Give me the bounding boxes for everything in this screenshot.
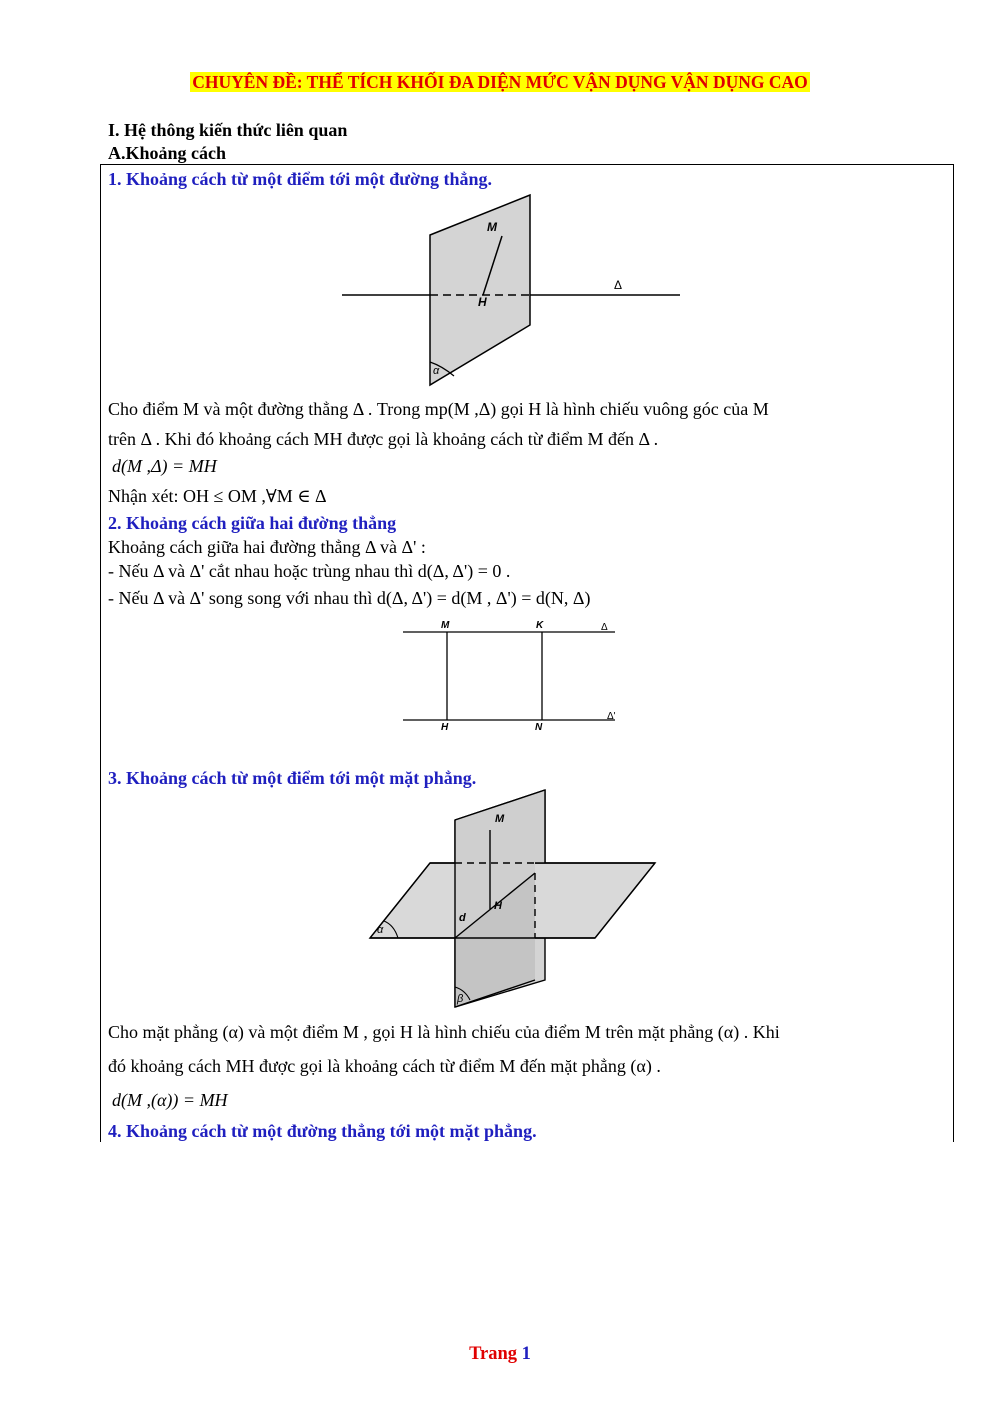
section-2-case-2: - Nếu Δ và Δ' song song với nhau thì d(Δ, Δ') = d(M , Δ') = d(N, Δ): [108, 588, 591, 608]
section-3-title: 3. Khoảng cách từ một điểm tới một mặt phẳng.: [108, 768, 477, 788]
label-alpha: α: [377, 924, 384, 936]
section-3-line-1: Cho mặt phẳng (α) và một điểm M , gọi H là hình chiếu của điểm M trên mặt phẳng (α) . Khi: [108, 1022, 780, 1042]
subpart-heading: A.Khoảng cách: [108, 143, 227, 163]
section-1-remark: Nhận xét: OH ≤ OM ,∀M ∈ Δ: [108, 486, 327, 506]
label-alpha: α: [433, 365, 440, 377]
label-H: H: [478, 295, 487, 309]
label-delta: Δ: [601, 622, 608, 633]
label-delta: Δ: [614, 278, 623, 292]
section-4-title: 4. Khoảng cách từ một đường thẳng tới một mặt phẳng.: [108, 1121, 537, 1141]
label-M: M: [441, 620, 450, 631]
section-1-line-2: trên Δ . Khi đó khoảng cách MH được gọi là khoảng cách từ điểm M đến Δ .: [108, 429, 659, 449]
figure-parallel-lines: [395, 612, 635, 737]
label-H: H: [494, 900, 502, 912]
section-2-case-1: - Nếu Δ và Δ' cắt nhau hoặc trùng nhau thì d(Δ, Δ') = 0 .: [108, 561, 511, 581]
part-heading: I. Hệ thông kiến thức liên quan: [108, 120, 348, 140]
section-1-title: 1. Khoảng cách từ một điểm tới một đường thẳng.: [108, 169, 493, 189]
label-N: N: [535, 722, 543, 733]
page-label: Trang: [469, 1344, 518, 1364]
label-delta-prime: Δ': [607, 711, 616, 722]
label-d: d: [459, 912, 466, 924]
section-2-intro: Khoảng cách giữa hai đường thẳng Δ và Δ' :: [108, 537, 426, 557]
section-1-line-1: Cho điểm M và một đường thẳng Δ . Trong mp(M ,Δ) gọi H là hình chiếu vuông góc của M: [108, 399, 769, 419]
page-number: 1: [521, 1344, 531, 1364]
page-footer: [0, 1344, 1000, 1365]
label-H: H: [441, 722, 449, 733]
figure-point-line-distance: [330, 190, 690, 390]
section-1-formula: d(M ,Δ) = MH: [112, 456, 217, 476]
document-title: [0, 72, 1000, 93]
label-M: M: [487, 220, 497, 234]
document-title-text: CHUYÊN ĐỀ: THỂ TÍCH KHỐI ĐA DIỆN MỨC VẬN DỤNG VẬN DỤNG CAO: [192, 72, 808, 92]
figure-point-plane-distance: [360, 785, 670, 1015]
section-2-title: 2. Khoảng cách giữa hai đường thẳng: [108, 513, 397, 533]
section-3-formula: d(M ,(α)) = MH: [112, 1090, 228, 1110]
label-K: K: [536, 620, 544, 631]
label-beta: β: [457, 993, 464, 1005]
label-M: M: [495, 813, 505, 825]
plane-alpha-shape: [430, 195, 530, 385]
section-3-line-2: đó khoảng cách MH được gọi là khoảng cách từ điểm M đến mặt phẳng (α) .: [108, 1056, 661, 1076]
